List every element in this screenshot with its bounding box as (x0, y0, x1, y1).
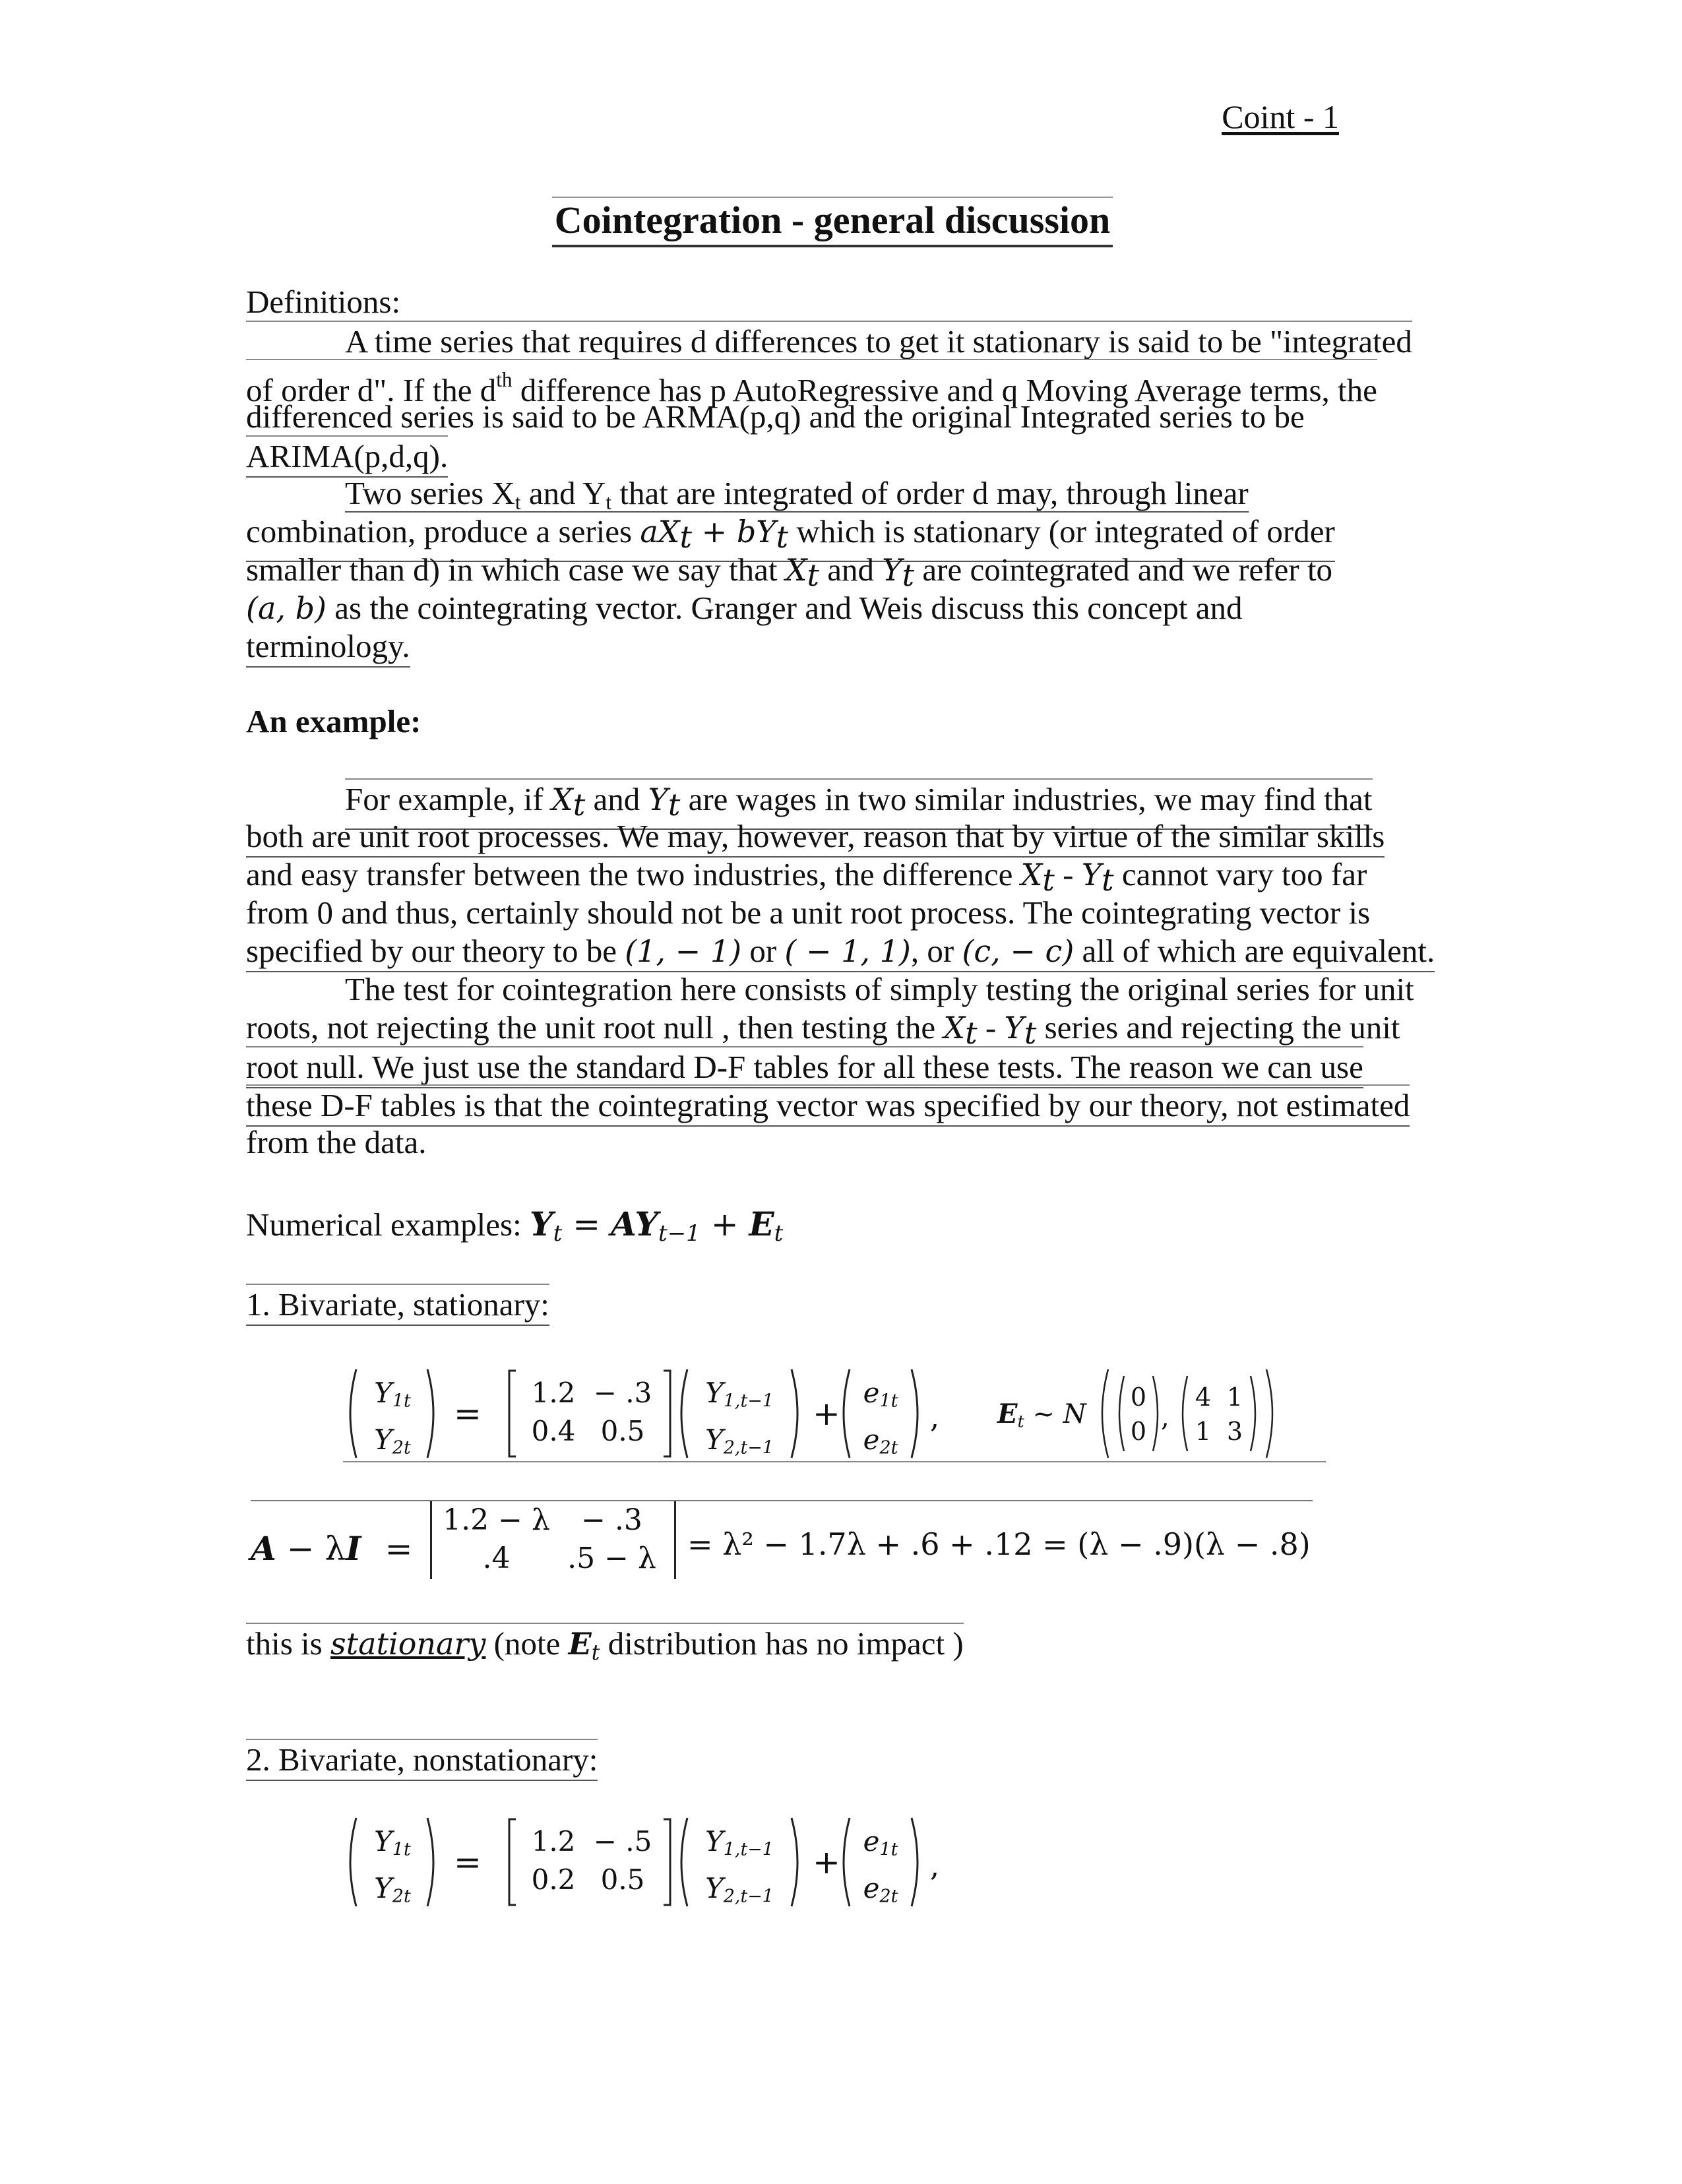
definitions-p1-line3: differenced series is said to be ARMA(p,q) and the original Integrated series to be (246, 398, 1305, 435)
definitions-p1-line4: ARIMA(p,d,q). (246, 435, 448, 478)
example-p2-line2: roots, not rejecting the unit root null , then testing the $X_t - Y_t$ series and rejecting the unit (246, 1009, 1400, 1051)
definitions-p2-line5: terminology. (246, 627, 410, 668)
example-p2-line5: from the data. (246, 1124, 427, 1160)
det-left-bar (430, 1501, 432, 1579)
ex2-plus: + (813, 1843, 840, 1881)
ex1-heading: 1. Bivariate, stationary: (246, 1284, 549, 1326)
definitions-p2-line4: (a, b) as the cointegrating vector. Granger and Weis discuss this concept and (246, 590, 1243, 626)
ex2-system-equation (343, 1813, 989, 1912)
det-top-rule (251, 1500, 1313, 1501)
ex2-equals: = (454, 1843, 482, 1881)
example-p1-line3: and easy transfer between the two industries, the difference $X_t - Y_t$ cannot vary too far (246, 856, 1367, 898)
page-title-text: Cointegration - general discussion (552, 197, 1113, 247)
example-p1-line2: both are unit root processes. We may, however, reason that by virtue of the similar skills (246, 817, 1385, 858)
ex2-coefficient-matrix: 1.2 − .5 0.2 0.5 (531, 1825, 652, 1896)
ex2-error-vector: $e_{1t}$ $e_{2t}$ (863, 1825, 898, 1907)
definitions-heading: Definitions: (246, 284, 401, 320)
ex1-lhs-vector: $Y_{1t}$ $Y_{2t}$ (374, 1377, 411, 1458)
example-p1-line1: For example, if $X_t$ and $Y_t$ are wages in two similar industries, we may find that (246, 778, 1373, 830)
definitions-p1-line1: A time series that requires d differences to get it stationary is said to be "integrated (246, 321, 1412, 361)
example-p1-line4: from 0 and thus, certainly should not be a unit root process. The cointegrating vector is (246, 894, 1371, 931)
example-heading: An example: (246, 703, 421, 739)
definitions-p2-line3: smaller than d) in which case we say that $X_t$ and $Y_t$ are cointegrated and we refer to (246, 551, 1333, 593)
det-characteristic-polynomial: = λ² − 1.7λ + .6 + .12 = (λ − .9)(λ − .8) (687, 1526, 1311, 1562)
ex2-comma: , (930, 1850, 939, 1883)
det-matrix: 1.2 − λ − .3 .4 .5 − λ (443, 1503, 656, 1575)
ex1-coefficient-matrix: 1.2 − .3 0.4 0.5 (531, 1377, 652, 1447)
ex1-dist-comma: , (1161, 1402, 1169, 1433)
ex1-system-equation (343, 1364, 1326, 1463)
numerical-examples-line: Numerical examples: $Y_t = AY_{t-1} + E_t$ (246, 1204, 784, 1247)
definitions-p1-line2: of order d". If the $d^{th}$ difference has p AutoRegressive and q Moving Average terms, the (246, 359, 1377, 410)
ex1-comma: , (930, 1401, 939, 1435)
ex2-heading: 2. Bivariate, nonstationary: (246, 1739, 598, 1781)
ex1-covariance-matrix: 4 1 1 3 (1195, 1383, 1243, 1446)
stationary-note: this is stationary (note $E_t$ distribution has no impact ) (246, 1623, 964, 1673)
ex1-equals: = (454, 1394, 482, 1433)
det-right-bar (674, 1501, 676, 1579)
definitions-p2-line1: Two series $X_t$ and $Y_t$ that are integrated of order d may, through linear (345, 475, 1249, 514)
ex1-mean-vector: 0 0 (1130, 1383, 1147, 1446)
ex1-lagged-vector: $Y_{1,t-1}$ $Y_{2,t-1}$ (705, 1377, 774, 1458)
ex2-lhs-vector: $Y_{1t}$ $Y_{2t}$ (374, 1825, 411, 1907)
page-title (0, 197, 1682, 247)
example-p2-line4: these D-F tables is that the cointegrating vector was specified by our theory, not estimated (246, 1084, 1410, 1127)
det-lhs: A − λI = (251, 1529, 413, 1568)
page-number-label: Coint - 1 (1222, 98, 1339, 135)
example-p2-line3: root null. We just use the standard D-F tables for all these tests. The reason we can use (246, 1046, 1363, 1088)
example-p1-line5: specified by our theory to be (1, − 1) or ( − 1, 1), or (c, − c) all of which are equivalent. (246, 931, 1435, 972)
definitions-p2-line2: combination, produce a series $aX_t + bY_t$ which is stationary (or integrated of order (246, 512, 1335, 562)
ex1-error-distribution: $E_t$ ~ N (997, 1398, 1086, 1432)
example-p2-line1: The test for cointegration here consists of simply testing the original series for unit (345, 971, 1414, 1007)
ex1-plus: + (813, 1394, 840, 1433)
ex1-error-vector: $e_{1t}$ $e_{2t}$ (863, 1377, 898, 1458)
ex2-lagged-vector: $Y_{1,t-1}$ $Y_{2,t-1}$ (705, 1825, 774, 1907)
